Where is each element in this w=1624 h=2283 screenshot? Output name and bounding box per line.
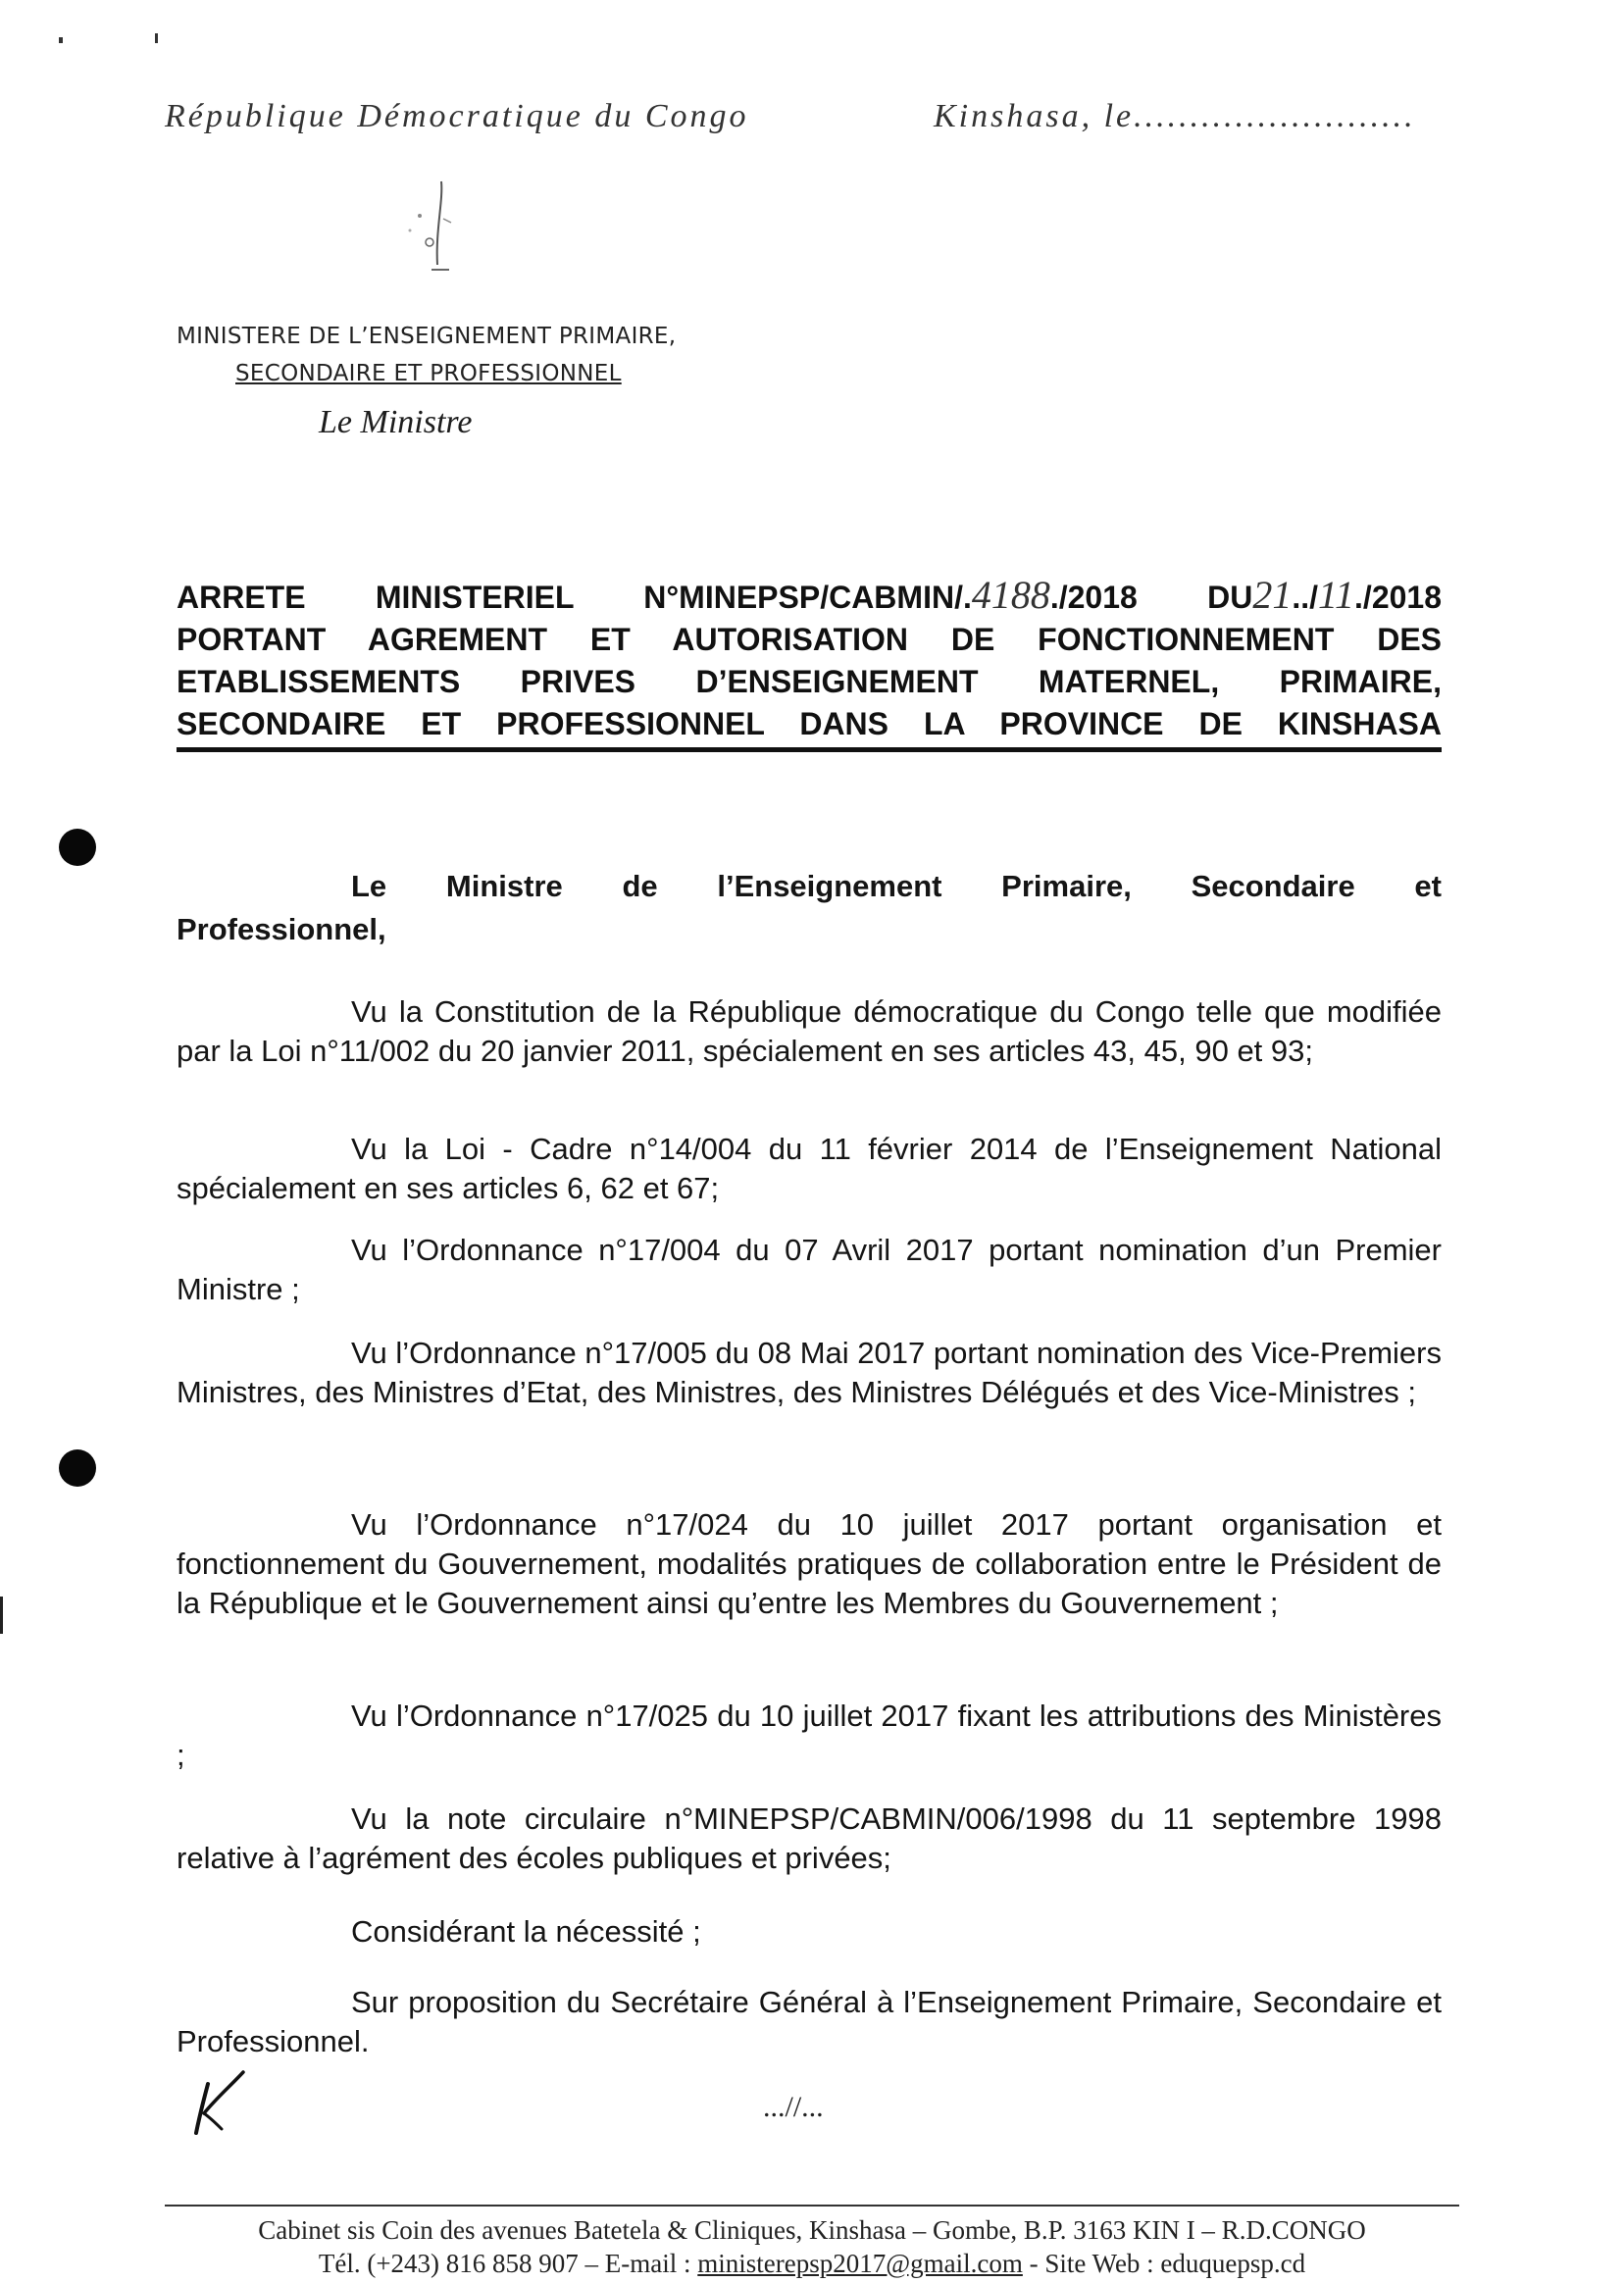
vu-ordonnance-024-text: Vu l’Ordonnance n°17/024 du 10 juillet 2017 portant organisation et fonctionnement du Gouvernement, modalités pratiques de collaboration entre le Président de la République et le Gouvernement ainsi qu’entre les Membres du Gouvernement ; [177, 1507, 1442, 1620]
vu-ordonnance-005-text: Vu l’Ordonnance n°17/005 du 08 Mai 2017 portant nomination des Vice-Premiers Ministres, des Ministres d’Etat, des Ministres, des Ministres Délégués et des Vice-Ministres ; [177, 1336, 1442, 1409]
considerant [177, 1912, 1442, 1952]
arrete-title-line2: PORTANT AGREMENT ET AUTORISATION DE FONCTIONNEMENT DES [177, 622, 1442, 657]
header-place-date: Kinshasa, le......................... [934, 98, 1416, 134]
vu-ordonnance-005 [177, 1334, 1442, 1412]
arrete-month: 11 [1318, 573, 1355, 617]
vu-ordonnance-004 [177, 1231, 1442, 1309]
footer-website: - Site Web : eduquepsp.cd [1022, 2249, 1306, 2278]
intro-line2: Professionnel, [177, 912, 386, 946]
arrete-du: DU [1207, 580, 1253, 615]
vu-ordonnance-025-text: Vu l’Ordonnance n°17/025 du 10 juillet 2017 fixant les attributions des Ministères ; [177, 1699, 1442, 1772]
arrete-year2: ./2018 [1354, 580, 1442, 615]
arrete-title [177, 574, 1442, 745]
title-underline [177, 747, 1442, 752]
arrete-title-line3: ETABLISSEMENTS PRIVES D’ENSEIGNEMENT MATERNEL, PRIMAIRE, [177, 664, 1442, 699]
vu-ordonnance-004-text: Vu l’Ordonnance n°17/004 du 07 Avril 2017 portant nomination d’un Premier Ministre ; [177, 1233, 1442, 1306]
sur-proposition [177, 1983, 1442, 2061]
vu-constitution-text: Vu la Constitution de la République démocratique du Congo telle que modifiée par la Loi n°11/002 du 20 janvier 2011, spécialement en ses articles 43, 45, 90 et 93; [177, 994, 1442, 1068]
minister-signature-title: Le Ministre [319, 404, 473, 440]
paraphe-initials-icon [186, 2064, 255, 2143]
punch-hole [59, 1449, 96, 1487]
considerant-text: Considérant la nécessité ; [351, 1914, 701, 1949]
coat-of-arms-icon [392, 172, 481, 289]
arrete-number: 4188 [971, 573, 1050, 617]
scan-edge-mark [0, 1597, 3, 1634]
arrete-sep: ../ [1292, 580, 1318, 615]
vu-note-circulaire [177, 1800, 1442, 1878]
vu-constitution [177, 992, 1442, 1071]
intro-line1 [177, 867, 1442, 906]
vu-note-circulaire-text: Vu la note circulaire n°MINEPSP/CABMIN/006/1998 du 11 septembre 1998 relative à l’agrément des écoles publiques et privées; [177, 1801, 1442, 1875]
arrete-prefix: ARRETE MINISTERIEL N°MINEPSP/CABMIN/. [177, 580, 972, 615]
footer-address: Cabinet sis Coin des avenues Batetela & Cliniques, Kinshasa – Gombe, B.P. 3163 KIN I – R.D.CONGO [258, 2215, 1366, 2245]
vu-loi-cadre-text: Vu la Loi - Cadre n°14/004 du 11 février 2014 de l’Enseignement National spécialement en ses articles 6, 62 et 67; [177, 1132, 1442, 1205]
vu-loi-cadre [177, 1130, 1442, 1208]
vu-ordonnance-025 [177, 1697, 1442, 1775]
arrete-title-line4: SECONDAIRE ET PROFESSIONNEL DANS LA PROVINCE DE KINSHASA [177, 706, 1442, 741]
ministry-line1: MINISTERE DE L’ENSEIGNEMENT PRIMAIRE, [177, 324, 677, 349]
intro-text-1: Le Ministre de l’Enseignement Primaire, Secondaire et [351, 869, 1442, 903]
scan-speck [59, 37, 63, 43]
footer-email-link[interactable]: ministerepsp2017@gmail.com [697, 2249, 1023, 2278]
vu-ordonnance-024 [177, 1505, 1442, 1623]
sur-proposition-text: Sur proposition du Secrétaire Général à l’Enseignement Primaire, Secondaire et Professionnel. [177, 1985, 1442, 2058]
scan-speck [155, 33, 158, 43]
arrete-year: ./2018 [1049, 580, 1138, 615]
continuation-mark: ...//... [763, 2091, 824, 2123]
punch-hole [59, 829, 96, 866]
header-republic: République Démocratique du Congo [165, 98, 749, 134]
ministry-line2: SECONDAIRE ET PROFESSIONNEL [235, 361, 622, 386]
footer-contact [0, 2246, 1624, 2281]
arrete-reference-line [177, 574, 1442, 619]
footer-rule [165, 2205, 1459, 2207]
arrete-day: 21 [1252, 573, 1293, 617]
footer-phone: Tél. (+243) 816 858 907 – E-mail : [318, 2249, 698, 2278]
